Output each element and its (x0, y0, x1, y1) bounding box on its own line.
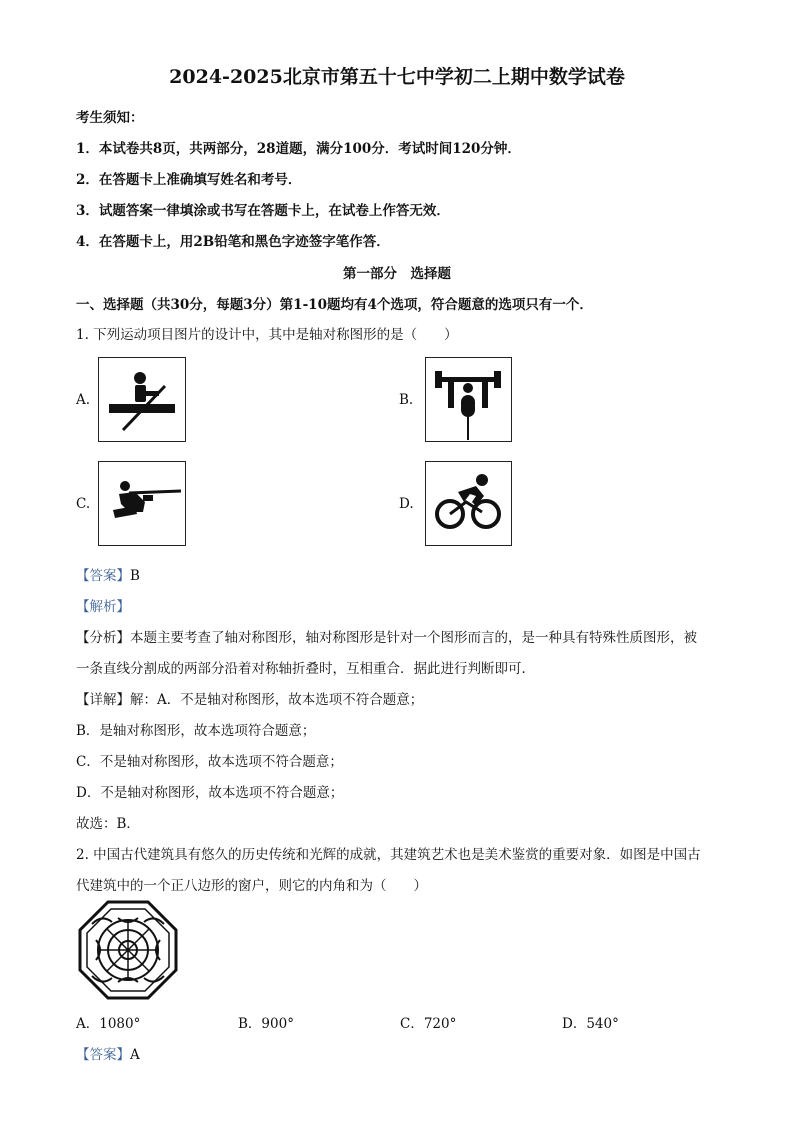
analysis-text: 一条直线分割成的两部分沿着对称轴折叠时，互相重合．据此进行判断即可． (76, 661, 535, 677)
choice-c: C．720° (400, 1016, 457, 1032)
octagon-window-figure (78, 900, 178, 1000)
question-2-stem: 2. 中国古代建筑具有悠久的历史传统和光辉的成就，其建筑艺术也是美术鉴赏的重要对象．如图是中国古 (76, 847, 701, 863)
page-title: 2024-2025北京市第五十七中学初二上期中数学试卷 (169, 66, 625, 88)
shooting-icon (99, 462, 184, 544)
option-b-image (425, 357, 512, 442)
octagon-window-icon (78, 900, 178, 1000)
detail-line: D．不是轴对称图形，故本选项不符合题意； (76, 785, 344, 801)
option-a-image (98, 357, 186, 442)
option-d-image (425, 461, 512, 546)
detail-line: B．是轴对称图形，故本选项符合题意； (76, 723, 316, 739)
cycling-icon (426, 462, 510, 544)
answer-value: B (130, 568, 140, 584)
part-title: 第一部分 选择题 (343, 266, 451, 282)
option-b-label: B. (399, 392, 414, 408)
option-d-label: D. (399, 496, 414, 512)
choice-a: A．1080° (76, 1016, 141, 1032)
section-heading: 一、选择题（共30分，每题3分）第1-10题均有4个选项，符合题意的选项只有一个． (76, 297, 593, 313)
notice-item: 3．试题答案一律填涂或书写在答题卡上，在试卷上作答无效． (76, 203, 450, 219)
answer-tag: 【答案】 (76, 1047, 130, 1063)
question-1-stem: 1. 下列运动项目图片的设计中，其中是轴对称图形的是（ ） (76, 327, 458, 343)
answer-value: A (130, 1047, 140, 1063)
choice-b: B．900° (238, 1016, 294, 1032)
weightlifting-icon (426, 358, 510, 440)
rowing-icon (99, 358, 184, 440)
detail-line: 【详解】解：A．不是轴对称图形，故本选项不符合题意； (76, 692, 424, 708)
answer-line (76, 564, 140, 584)
option-c-label: C. (76, 496, 91, 512)
answer-tag: 【答案】 (76, 568, 130, 584)
notice-item: 4．在答题卡上，用2B铅笔和黑色字迹签字笔作答． (76, 234, 390, 250)
answer-line (76, 1043, 140, 1063)
question-2-stem: 代建筑中的一个正八边形的窗户，则它的内角和为（ ） (76, 878, 427, 894)
option-a-label: A. (76, 392, 91, 408)
analysis-tag: 【解析】 (76, 599, 130, 615)
option-c-image (98, 461, 186, 546)
notice-item: 1．本试卷共8页，共两部分，28道题，满分100分．考试时间120分钟． (76, 141, 521, 157)
detail-line: 故选：B． (76, 816, 140, 832)
detail-line: C．不是轴对称图形，故本选项不符合题意； (76, 754, 343, 770)
notice-item: 2．在答题卡上准确填写姓名和考号． (76, 172, 302, 188)
notice-heading: 考生须知： (76, 110, 144, 126)
choice-d: D．540° (562, 1016, 619, 1032)
analysis-text: 【分析】本题主要考查了轴对称图形，轴对称图形是针对一个图形而言的，是一种具有特殊性质图形，被 (76, 630, 697, 646)
